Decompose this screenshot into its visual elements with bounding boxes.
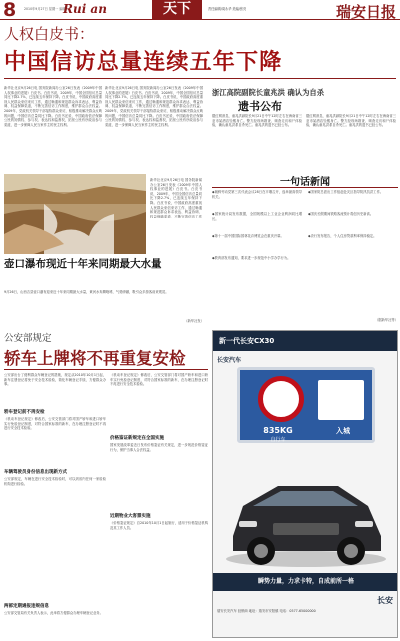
lead-kicker: 人权白皮书： [4, 25, 95, 41]
ad-sign-text: 入城 [336, 427, 350, 435]
brief-divider [212, 187, 398, 188]
ad-brand-header: 新一代长安CX30 [213, 331, 398, 351]
traffic-subhead: 近期物业大客票实施 [110, 514, 151, 519]
ad-slogan: 瞬势力量，力求卡特，自成前所一格 [213, 573, 398, 591]
ad-car-image [223, 451, 389, 571]
masthead: 瑞安日报 [335, 3, 396, 21]
traffic-subhead: 车辆驾驶员身份信息出现新方式 [4, 470, 67, 475]
ad-brand-logo: 长安 [377, 596, 393, 605]
pedestrian-icon [318, 380, 364, 420]
waterfall-photo [4, 174, 146, 254]
ad-road-sign [237, 367, 375, 443]
page-header [0, 0, 400, 20]
traffic-kicker: 公安部规定 [4, 333, 52, 342]
section-name: 天下 [152, 0, 202, 19]
brief-item: ◆教育部发布通知，要求进一步规范中小学办学行为。 [212, 256, 291, 260]
traffic-paragraph: 公安部规定，车辆在进行安全技术检验时，可以到省内任何一家检验机构进行检验。 [4, 477, 106, 486]
photo-caption: 壶口瀑布现近十年来同期最大水量 [4, 258, 162, 270]
car-advertisement [212, 330, 398, 638]
ad-contact: 瑞安长安汽车 经销商 地址：瑞安市安阳镇 电话：0577-65000000 [217, 609, 316, 613]
traffic-paragraph: 《价格鉴证规定》自2010年10月1日起施行，适用于价格鉴证机构及其工作人员。 [110, 521, 208, 530]
edition-name: Rui an [63, 2, 107, 16]
page-number: 8 [3, 0, 17, 21]
lead-body-col2: 新华社北京9月26日电 国务院新闻办公室26日发表《2009年中国人权事业的进展》白皮书。白皮书说，2009年，中国全国信访总量同比下降2.7%，已连续五年保持下降。白皮书说，中国政府高度重视人民群众来信来访工作，通过畅通和规范群众诉求表达、利益协调、权益保障渠道，不断完善信访工作制度，维护群众合法权益。2009年，党政机关领导干部接待群众来访，积极推动解决群众反映的问题，中国信访总量同比下降。白皮书还说，中国政府依法保障公民的知情权、参与权、表达权和监督权，拓宽公民有序政治参与渠道，进一步保障人民当家作主的民主权利。 [105, 86, 203, 127]
photo-body: 9月26日，山西吉县壶口瀑布迎来近十年来同期最大水量，黄河水奔腾咆哮，气势磅礴，吸引众多游客前来观赏。 [4, 290, 169, 294]
traffic-col1 [4, 373, 106, 641]
photo-credit: （新华社发） [184, 319, 204, 323]
traffic-headline: 轿车上牌将不再重复安检 [4, 349, 186, 367]
lead-divider [4, 78, 396, 79]
brief-item: ◆第十一届中国国际园林花卉博览会在重庆开幕。 [212, 234, 284, 238]
brief-item: ◆国家防总派出工作组赶赴灾区指导防汛抗洪工作。 [308, 190, 384, 194]
brief-credit: （据新华社等） [374, 318, 398, 322]
right-story-body-col1: 据红网消息，童兆洪副院长9月21日中午12时左右在海南省三亚市某酒店坠楼身亡。警方经现场勘查、调查走访和尸体检验，确认童兆洪系自杀死亡。童兆洪的遗书已经公布。 [212, 114, 302, 128]
ad-sign-label: 自行车 [270, 437, 286, 443]
lead-body-col3: 新华社北京9月26日电 国务院新闻办公室26日发表《2009年中国人权事业的进展》白皮书。白皮书说，2009年，中国全国信访总量同比下降2.7%，已连续五年保持下降。白皮书说，中国政府高度重视人民群众来信来访工作，通过畅通和规范群众诉求表达、利益协调、权益保障渠道，不断完善信访工作 [150, 178, 202, 218]
no-bicycle-icon [258, 376, 304, 422]
traffic-paragraph: 《机动车登记规定》修改后，公安交管部门将对国产轿车和进口轿车实行免检登记制度，对符合国家标准的新车，在办理注册登记时不再进行安全技术检验。 [110, 373, 208, 387]
right-story-headline: 浙江高院副院长童兆洪 确认为自杀 [212, 88, 324, 97]
traffic-paragraph: 公安部交管局有关负责人表示，此举将方便群众办理车辆登记业务。 [4, 611, 103, 615]
traffic-subhead: 轿车登记前不再安检 [4, 410, 45, 415]
brief-item: ◆国庆长假期间铁路客流预计将创历史新高。 [308, 212, 374, 216]
ad-tag: 长安汽车 [217, 357, 242, 364]
date-line: 2010年9月27日 星期一 编辑： [24, 7, 69, 11]
traffic-paragraph: 国家发展改革委近日发布价格鉴证有关规定，进一步规范价格鉴证行为，保护当事人合法权益。 [110, 443, 208, 452]
brief-item: ◆国家统计局发布数据，全国规模以上工业企业利润同比增长。 [212, 212, 302, 221]
traffic-subhead: 两部定期通报违规信息 [4, 604, 49, 609]
traffic-subhead: 价格鉴证新规定在全国实施 [110, 436, 164, 441]
right-story-body-col2: 据红网消息，童兆洪副院长9月21日中午12时左右在海南省三亚市某酒店坠楼身亡。警方经现场勘查、调查走访和尸体检验，确认童兆洪系自杀死亡。童兆洪的遗书已经公布。 [306, 114, 396, 128]
editors-line: 责任编辑/周永华 美编/张亮 [208, 7, 247, 11]
brief-item: ◆朝鲜劳动党第三次代表会议28日在平壤召开，选举最高领导机关。 [212, 190, 302, 199]
brief-list [212, 190, 398, 328]
traffic-col2 [110, 373, 208, 641]
right-story-subheadline: 遗书公布 [238, 100, 282, 112]
brief-title: 一句话新闻 [280, 177, 330, 186]
brief-item: ◆央行发布报告，个人住房贷款利率保持稳定。 [308, 234, 377, 238]
traffic-divider [4, 369, 208, 370]
ad-sign-weight: 835KG [263, 426, 293, 435]
lead-body-col1: 新华社北京9月26日电 国务院新闻办公室26日发表《2009年中国人权事业的进展》白皮书。白皮书说，2009年，中国全国信访总量同比下降2.7%，已连续五年保持下降。白皮书说，中国政府高度重视人民群众来信来访工作，通过畅通和规范群众诉求表达、利益协调、权益保障渠道，不断完善信访工作制度，维护群众合法权益。2009年，党政机关领导干部接待群众来访，积极推动解决群众反映的问题，中国信访总量同比下降。白皮书还说，中国政府依法保障公民的知情权、参与权、表达权和监督权，拓宽公民有序政治参与渠道，进一步保障人民当家作主的民主权利。 [4, 86, 102, 127]
traffic-intro: 公安部出台了便利群众车辆登记的措施，规定从2010年10月1日起，新车注册登记将免于安全技术检验，简化车辆登记手续，方便群众办事。 [4, 373, 106, 387]
traffic-paragraph: 《机动车登记规定》修改后，公安交管部门将对国产轿车和进口轿车实行免检登记制度，对符合国家标准的新车，在办理注册登记时不再进行安全技术检验。 [4, 417, 106, 431]
lead-headline: 中国信访总量连续五年下降 [4, 50, 283, 73]
